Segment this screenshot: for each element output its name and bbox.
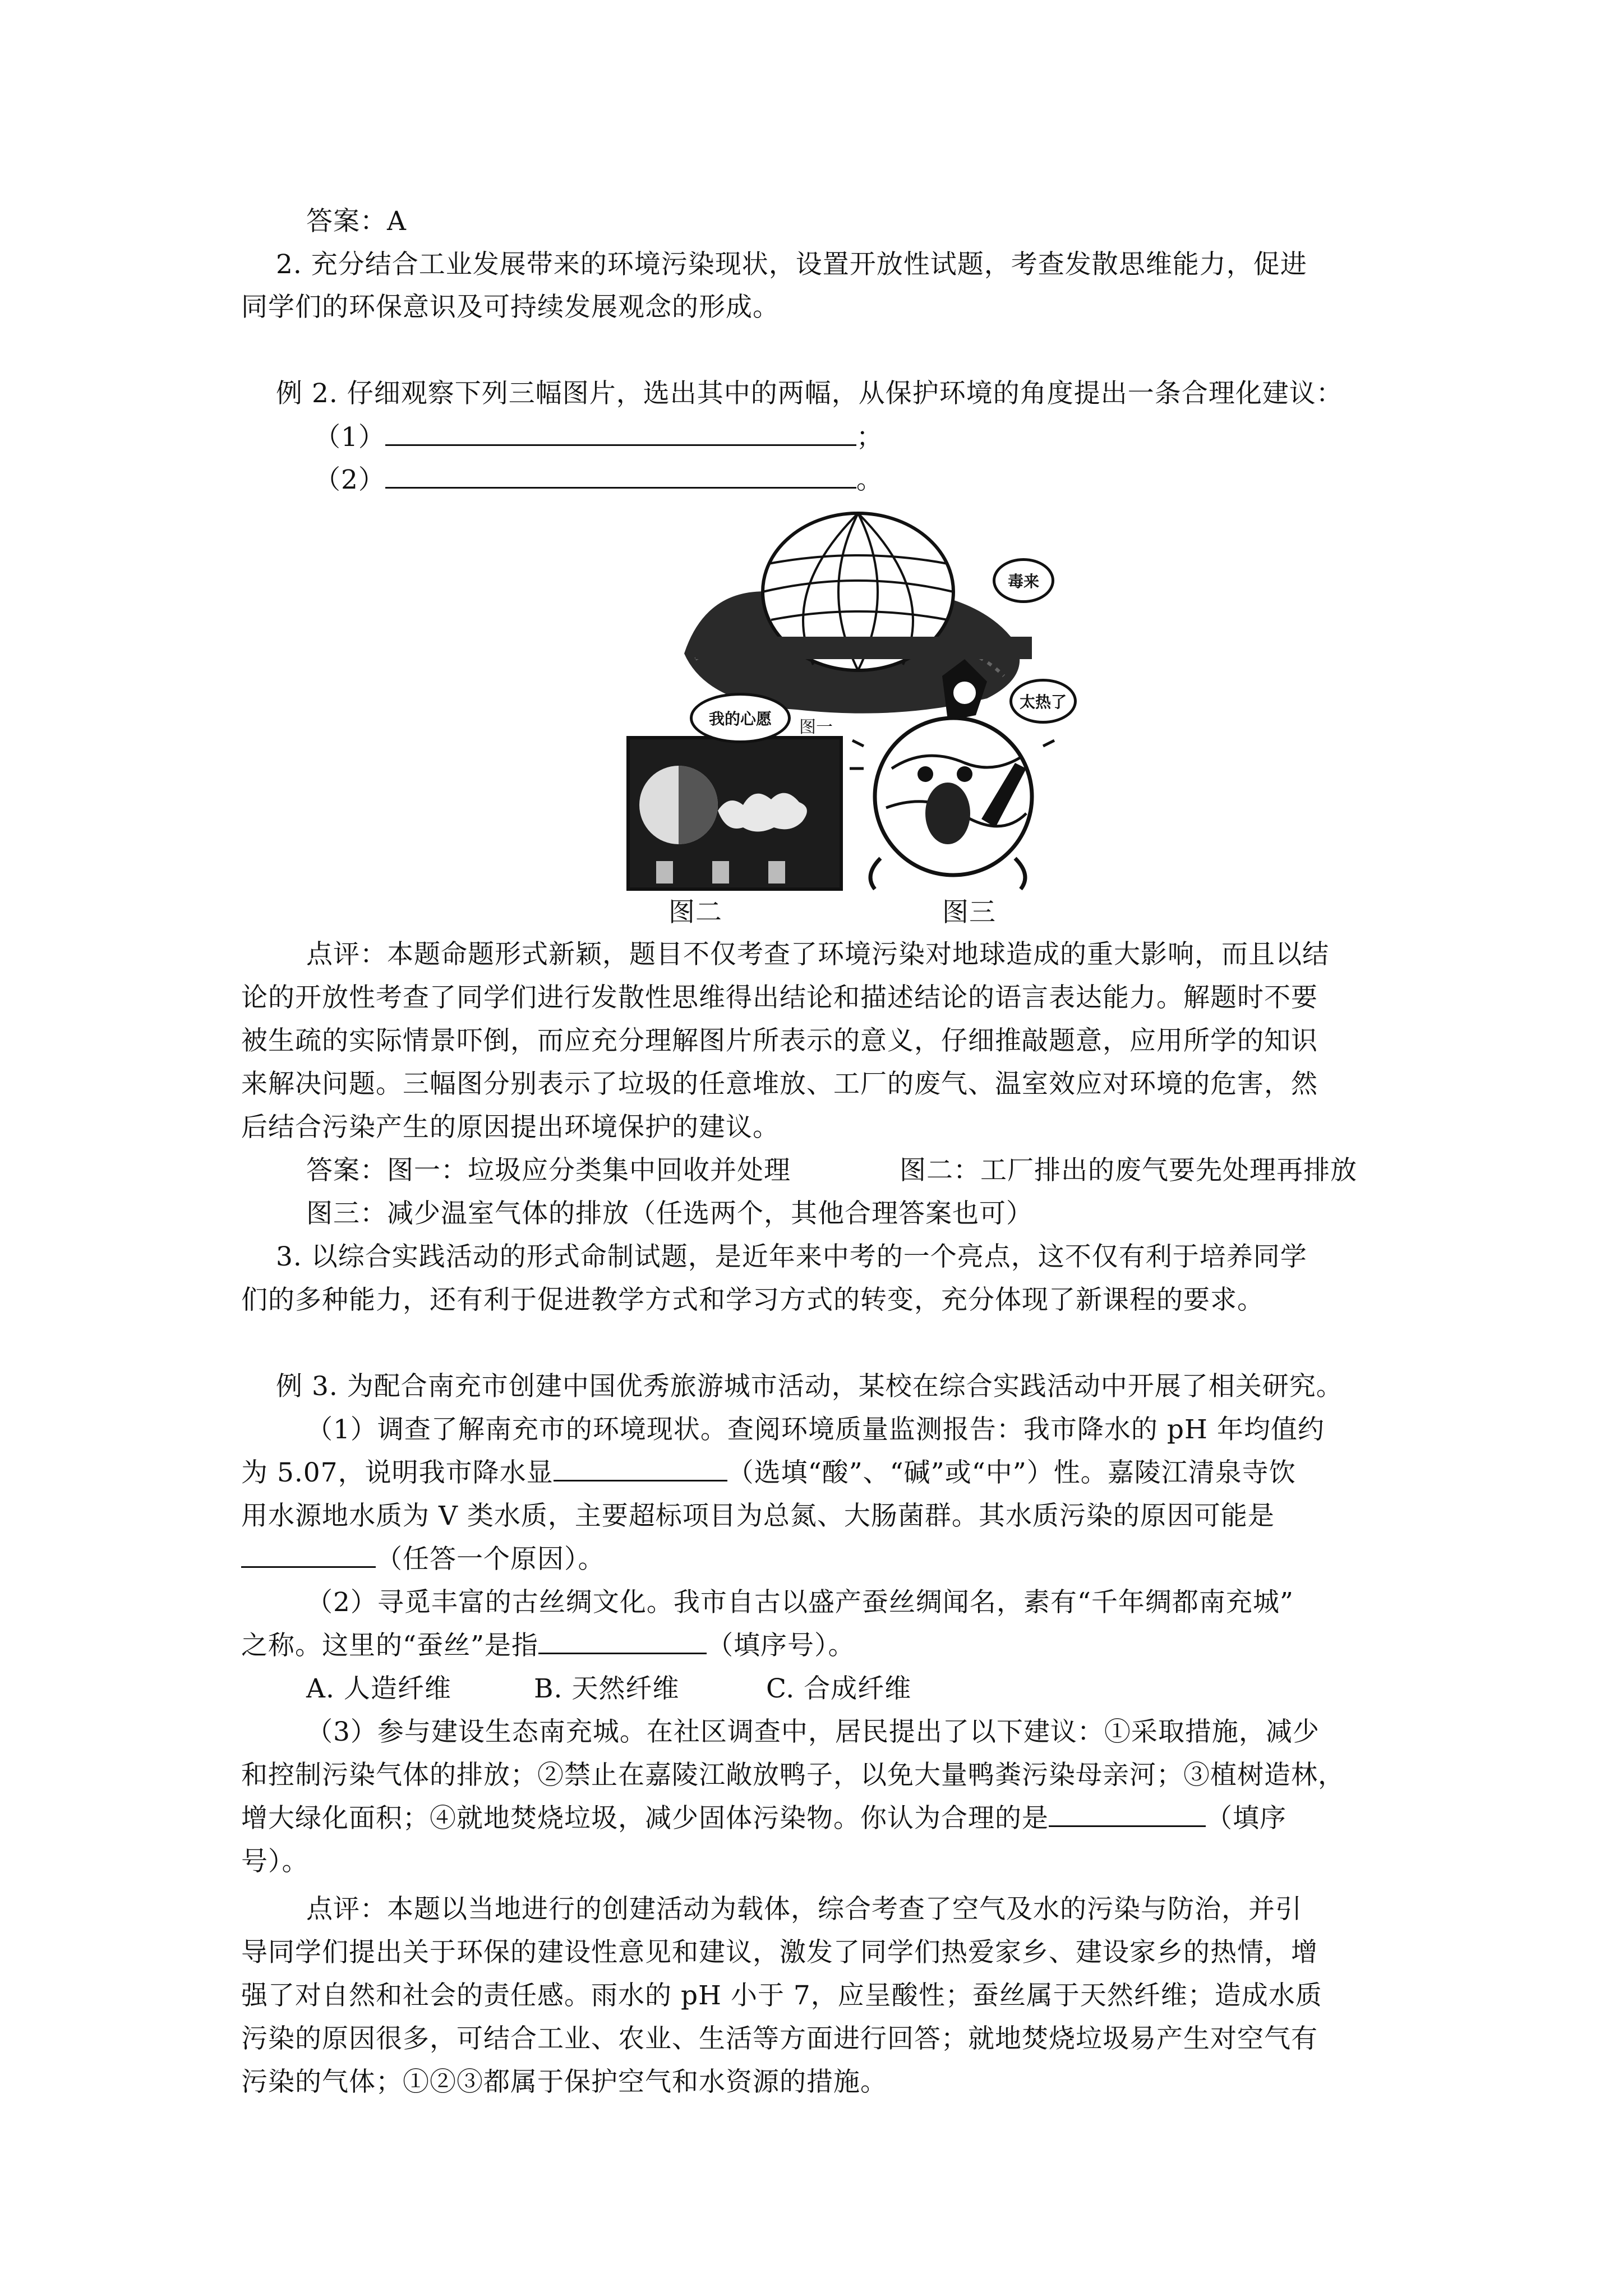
figure-2-factory-smoke (617, 693, 852, 895)
commentary-line: 论的开放性考查了同学们进行发散性思维得出结论和描述结论的语言表达能力。解题时不要 (241, 982, 1318, 1013)
fill-blank-acidity[interactable] (554, 1457, 727, 1481)
figure-1-label: 图一 (799, 717, 833, 737)
question-text: （填序号）。 (707, 1630, 855, 1661)
example-3-question: 例 3. 为配合南充市创建中国优秀旅游城市活动，某校在综合实践活动中开展了相关研究。 (276, 1371, 1343, 1402)
answer-1: 答案：A (306, 206, 407, 237)
answer-2a: 答案：图一：垃圾应分类集中回收并处理 (306, 1155, 791, 1186)
slot-1-end: ； (856, 422, 883, 453)
question-text: 之称。这里的“蚕丝”是指 (241, 1630, 539, 1661)
slot-2-label: （2） (314, 464, 385, 495)
question-line (241, 1456, 1296, 1490)
question-text: （选填“酸”、“碱”或“中”）性。嘉陵江清泉寺饮 (727, 1457, 1296, 1488)
commentary-line: 来解决问题。三幅图分别表示了垃圾的任意堆放、工厂的废气、温室效应对环境的危害，然 (241, 1069, 1318, 1099)
slot-2-end: 。 (856, 464, 883, 495)
paragraph-line: 同学们的环保意识及可持续发展观念的形成。 (241, 292, 780, 323)
question-line: 用水源地水质为 V 类水质，主要超标项目为总氮、大肠菌群。其水质污染的原因可能是 (241, 1501, 1275, 1531)
question-text: （任答一个原因）。 (376, 1544, 605, 1575)
commentary-line: 导同学们提出关于环保的建设性意见和建议，激发了同学们热爱家乡、建设家乡的热情，增 (241, 1937, 1318, 1968)
option-a: A. 人造纤维 (306, 1673, 451, 1704)
paragraph-line: 3. 以综合实践活动的形式命制试题，是近年来中考的一个亮点，这不仅有利于培养同学 (276, 1241, 1307, 1272)
fig2-speech-bubble: 我的心愿 (690, 693, 791, 743)
commentary-line: 点评：本题以当地进行的创建活动为载体，综合考查了空气及水的污染与防治，并引 (306, 1894, 1302, 1925)
answer-slot-1 (314, 421, 883, 454)
question-text: 为 5.07，说明我市降水显 (241, 1457, 554, 1488)
question-line: （3）参与建设生态南充城。在社区调查中，居民提出了以下建议：①采取措施，减少 (306, 1717, 1320, 1747)
answer-2b: 图二：工厂排出的废气要先处理再排放 (900, 1155, 1357, 1186)
slot-1-label: （1） (314, 422, 385, 453)
option-c: C. 合成纤维 (766, 1673, 912, 1704)
question-line (241, 1802, 1287, 1835)
commentary-line: 后结合污染产生的原因提出环境保护的建议。 (241, 1112, 780, 1143)
question-line: （2）寻觅丰富的古丝绸文化。我市自古以盛产蚕丝绸闻名，素有“千年绸都南充城” (306, 1587, 1294, 1618)
fill-blank-1[interactable] (385, 422, 856, 446)
fig1-speech-bubble: 毒来 (993, 558, 1054, 603)
question-text: （填序 (1206, 1803, 1287, 1834)
commentary-line: 污染的气体；①②③都属于保护空气和水资源的措施。 (241, 2067, 887, 2097)
fill-blank-suggestions[interactable] (1049, 1803, 1206, 1827)
commentary-line: 污染的原因很多，可结合工业、农业、生活等方面进行回答；就地焚烧垃圾易产生对空气有 (241, 2023, 1318, 2054)
paragraph-line: 们的多种能力，还有利于促进教学方式和学习方式的转变，充分体现了新课程的要求。 (241, 1285, 1264, 1315)
example-2-question: 例 2. 仔细观察下列三幅图片，选出其中的两幅，从保护环境的角度提出一条合理化建议： (276, 378, 1343, 409)
question-text: 增大绿化面积；④就地焚烧垃圾，减少固体污染物。你认为合理的是 (241, 1803, 1049, 1834)
paragraph-line: 2. 充分结合工业发展带来的环境污染现状，设置开放性试题，考查发散思维能力，促进 (276, 249, 1307, 280)
fill-blank-2[interactable] (385, 464, 856, 489)
fig3-speech-bubble: 太热了 (1009, 679, 1077, 724)
commentary-line: 被生疏的实际情景吓倒，而应充分理解图片所表示的意义，仔细推敲题意，应用所学的知识 (241, 1025, 1318, 1056)
question-line: （1）调查了解南充市的环境现状。查阅环境质量监测报告：我市降水的 pH 年均值约 (306, 1414, 1325, 1445)
question-line (241, 1543, 605, 1576)
question-line (241, 1629, 855, 1663)
answer-slot-2 (314, 463, 883, 497)
answer-2c: 图三：减少温室气体的排放（任选两个，其他合理答案也可） (306, 1198, 1033, 1229)
question-line: 号）。 (241, 1846, 309, 1877)
question-line: 和控制污染气体的排放；②禁止在嘉陵江敞放鸭子，以免大量鸭粪污染母亲河；③植树造林， (241, 1760, 1345, 1791)
fill-blank-pollution-cause[interactable] (241, 1544, 376, 1568)
commentary-line: 强了对自然和社会的责任感。雨水的 pH 小于 7，应呈酸性；蚕丝属于天然纤维；造成水质 (241, 1980, 1322, 2011)
figure-3-hot-earth (841, 673, 1088, 898)
commentary-line: 点评：本题命题形式新颖，题目不仅考查了环境污染对地球造成的重大影响，而且以结 (306, 939, 1329, 970)
figure-3-caption: 图三 (942, 897, 996, 928)
figure-2-caption: 图二 (668, 897, 722, 928)
fill-blank-silk[interactable] (538, 1630, 707, 1654)
option-b: B. 天然纤维 (534, 1673, 680, 1704)
